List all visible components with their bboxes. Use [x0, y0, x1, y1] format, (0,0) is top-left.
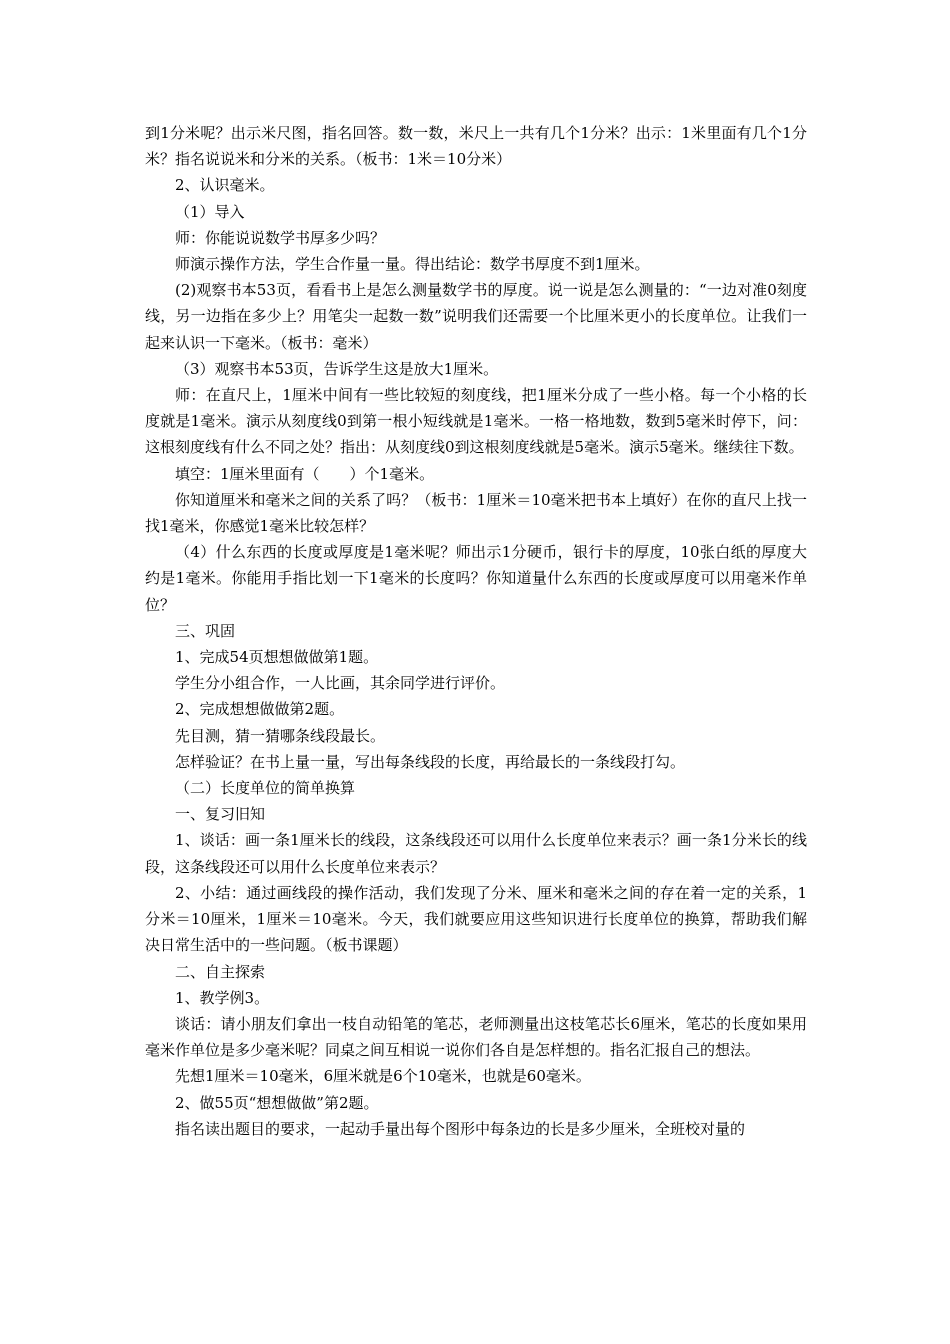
document-page [145, 120, 807, 1142]
paragraph-exercise-1: 1、完成54页想想做做第1题。 [175, 648, 379, 667]
paragraph-one-millimeter-objects: （4）什么东西的长度或厚度是1毫米呢？师出示1分硬币，银行卡的厚度，10张白纸的厚度大约是1毫米。你能用手指比划一下1毫米的长度吗？你知道量什么东西的长度或厚度可以用毫米作单位？ [145, 543, 807, 614]
paragraph-observe-enlarged: （3）观察书本53页，告诉学生这是放大1厘米。 [175, 359, 499, 378]
paragraph-group-work: 学生分小组合作，一人比画，其余同学进行评价。 [175, 674, 506, 693]
paragraph-fill-blank: 填空：1厘米里面有（ ）个1毫米。 [175, 464, 435, 483]
heading-consolidate: 三、巩固 [175, 621, 236, 640]
paragraph-exercise-page55: 2、做55页“想想做做”第2题。 [175, 1093, 379, 1112]
paragraph-exercise-2: 2、完成想想做做第2题。 [175, 700, 345, 719]
paragraph-summary: 2、小结：通过画线段的操作活动，我们发现了分米、厘米和毫米之间的存在着一定的关系，1分米＝10厘米，1厘米＝10毫米。今天，我们就要应用这些知识进行长度单位的换算，帮助我们解决日常生活中的一些问题。（板书课题） [145, 883, 807, 955]
heading-know-millimeter: 2、认识毫米。 [175, 176, 275, 195]
paragraph-pencil-lead: 谈话：请小朋友们拿出一枝自动铅笔的笔芯，老师测量出这枝笔芯长6厘米，笔芯的长度如果用毫米作单位是多少毫米呢？同桌之间互相说一说你们各自是怎样想的。指名汇报自己的想法。 [145, 1014, 807, 1060]
paragraph-read-requirements: 指名读出题目的要求，一起动手量出每个图形中每条边的长是多少厘米，全班校对量的 [175, 1119, 746, 1138]
heading-review: 一、复习旧知 [175, 805, 266, 824]
heading-self-explore: 二、自主探索 [175, 962, 266, 981]
paragraph-observe-page53: (2)观察书本53页，看看书上是怎么测量数学书的厚度。说一说是怎么测量的：“一边对准0刻度线，另一边指在多少上？用笔尖一起数一数”说明我们还需要一个比厘米更小的长度单位。让我们一起来认识一下毫米。（板书：毫米） [145, 281, 807, 352]
paragraph-example-3: 1、教学例3。 [175, 988, 270, 1007]
paragraph-estimate: 先目测，猜一猜哪条线段最长。 [175, 726, 386, 745]
paragraph-ruler-explanation: 师：在直尺上，1厘米中间有一些比较短的刻度线，把1厘米分成了一些小格。每一个小格的长度就是1毫米。演示从刻度线0到第一根小短线就是1毫米。一格一格地数，数到5毫米时停下，问：这根刻度线有什么不同之处？指出：从刻度线0到这根刻度线就是5毫米。演示5毫米。继续往下数。 [145, 386, 807, 457]
paragraph-talk-draw-line: 1、谈话：画一条1厘米长的线段，这条线段还可以用什么长度单位来表示？画一条1分米长的线段，这条线段还可以用什么长度单位来表示？ [145, 831, 807, 876]
paragraph-intro-decimeter: 到1分米呢？出示米尺图，指名回答。数一数，米尺上一共有几个1分米？出示：1米里面有几个1分米？指名说说米和分米的关系。（板书：1米＝10分米） [145, 124, 807, 169]
paragraph-think-conversion: 先想1厘米＝10毫米，6厘米就是6个10毫米，也就是60毫米。 [175, 1067, 591, 1086]
paragraph-demo-measure: 师演示操作方法，学生合作量一量。得出结论：数学书厚度不到1厘米。 [175, 255, 650, 274]
paragraph-verify: 怎样验证？在书上量一量，写出每条线段的长度，再给最长的一条线段打勾。 [175, 752, 686, 771]
paragraph-teacher-question: 师：你能说说数学书厚多少吗？ [175, 228, 386, 247]
paragraph-relation-question: 你知道厘米和毫米之间的关系了吗？（板书：1厘米＝10毫米把书本上填好）在你的直尺上找一找1毫米，你感觉1毫米比较怎样？ [145, 490, 807, 536]
heading-unit-conversion: （二）长度单位的简单换算 [175, 779, 356, 798]
subheading-introduction: （1）导入 [175, 202, 245, 221]
